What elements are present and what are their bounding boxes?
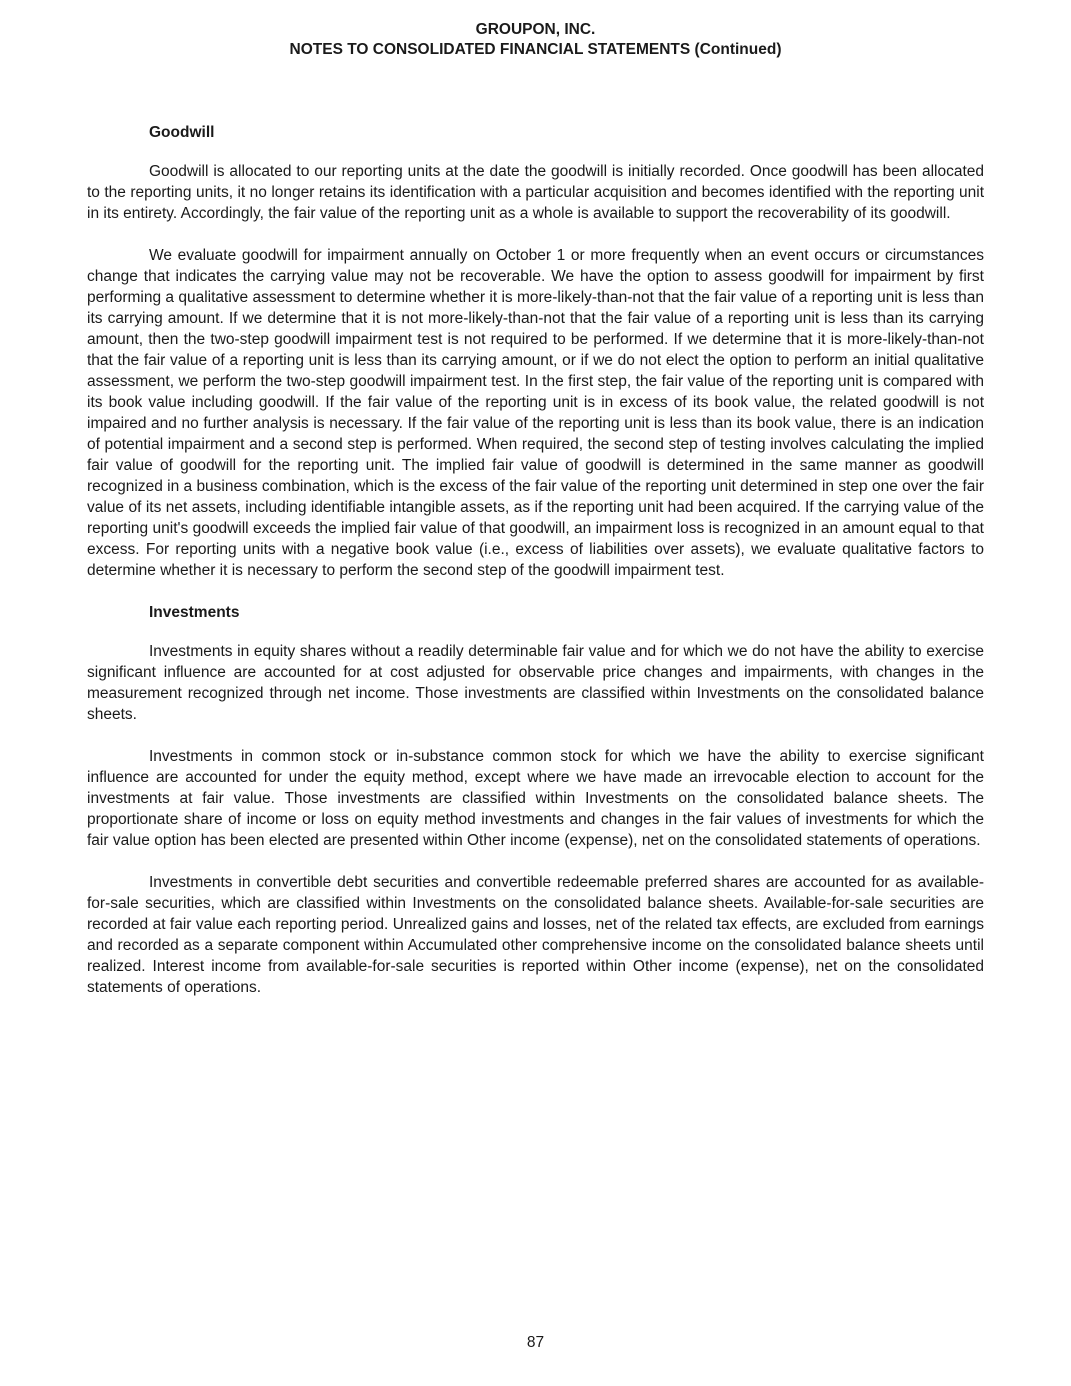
goodwill-heading: Goodwill [149, 124, 215, 141]
document-body [87, 122, 984, 1019]
investments-heading: Investments [149, 604, 240, 621]
investments-section [87, 602, 984, 998]
document-subtitle: NOTES TO CONSOLIDATED FINANCIAL STATEMENTS (Continued) [289, 41, 782, 58]
goodwill-paragraph-1: Goodwill is allocated to our reporting units at the date the goodwill is initially recorded. Once goodwill has been allocated to the reporting units, it no longer retains its identification with a particular acquisition and becomes identified with the reporting unit in its entirety. Accordingly, the fair value of the reporting unit as a whole is available to support the recoverability of its goodwill. [87, 163, 984, 222]
investments-paragraph-1: Investments in equity shares without a readily determinable fair value and for which we do not have the ability to exercise significant influence are accounted for at cost adjusted for observable price changes and impairments, with changes in the measurement recognized through net income. Those investments are classified within Investments on the consolidated balance sheets. [87, 643, 984, 723]
company-name: GROUPON, INC. [475, 21, 596, 38]
page-number: 87 [526, 1334, 545, 1351]
page-header [0, 20, 1071, 60]
goodwill-paragraph-2: We evaluate goodwill for impairment annually on October 1 or more frequently when an event occurs or circumstances change that indicates the carrying value may not be recoverable. We have the option to assess goodwill for impairment by first performing a qualitative assessment to determine whether it is more-likely-than-not that the fair value of a reporting unit is less than its carrying amount. If we determine that it is not more-likely-than-not that the fair value of a reporting unit is less than its carrying amount, then the two-step goodwill impairment test is not required to be performed. If we determine that it is more-likely-than-not that the fair value of a reporting unit is less than its carrying amount, or if we do not elect the option to perform an initial qualitative assessment, we perform the two-step goodwill impairment test. In the first step, the fair value of the reporting unit is compared with its book value including goodwill. If the fair value of the reporting unit is in excess of its book value, the related goodwill is not impaired and no further analysis is necessary. If the fair value of the reporting unit is less than its book value, there is an indication of potential impairment and a second step is performed. When required, the second step of testing involves calculating the implied fair value of goodwill for the reporting unit. The implied fair value of goodwill is determined in the same manner as goodwill recognized in a business combination, which is the excess of the fair value of the reporting unit determined in step one over the fair value of its net assets, including identifiable intangible assets, as if the reporting unit had been acquired. If the carrying value of the reporting unit's goodwill exceeds the implied fair value of that goodwill, an impairment loss is recognized in an amount equal to that excess. For reporting units with a negative book value (i.e., excess of liabilities over assets), we evaluate qualitative factors to determine whether it is necessary to perform the second step of the goodwill impairment test. [87, 247, 984, 579]
investments-paragraph-3: Investments in convertible debt securities and convertible redeemable preferred shares are accounted for as available-for-sale securities, which are classified within Investments on the consolidated balance sheets. Available-for-sale securities are recorded at fair value each reporting period. Unrealized gains and losses, net of the related tax effects, are excluded from earnings and recorded as a separate component within Accumulated other comprehensive income on the consolidated balance sheets until realized. Interest income from available-for-sale securities is reported within Other income (expense), net on the consolidated statements of operations. [87, 874, 984, 996]
goodwill-section [87, 122, 984, 581]
investments-paragraph-2: Investments in common stock or in-substance common stock for which we have the ability to exercise significant influence are accounted for under the equity method, except where we have made an irrevocable election to account for the investments at fair value. Those investments are classified within Investments on the consolidated balance sheets. The proportionate share of income or loss on equity method investments and changes in the fair values of investments for which the fair value option has been elected are presented within Other income (expense), net on the consolidated statements of operations. [87, 748, 984, 849]
